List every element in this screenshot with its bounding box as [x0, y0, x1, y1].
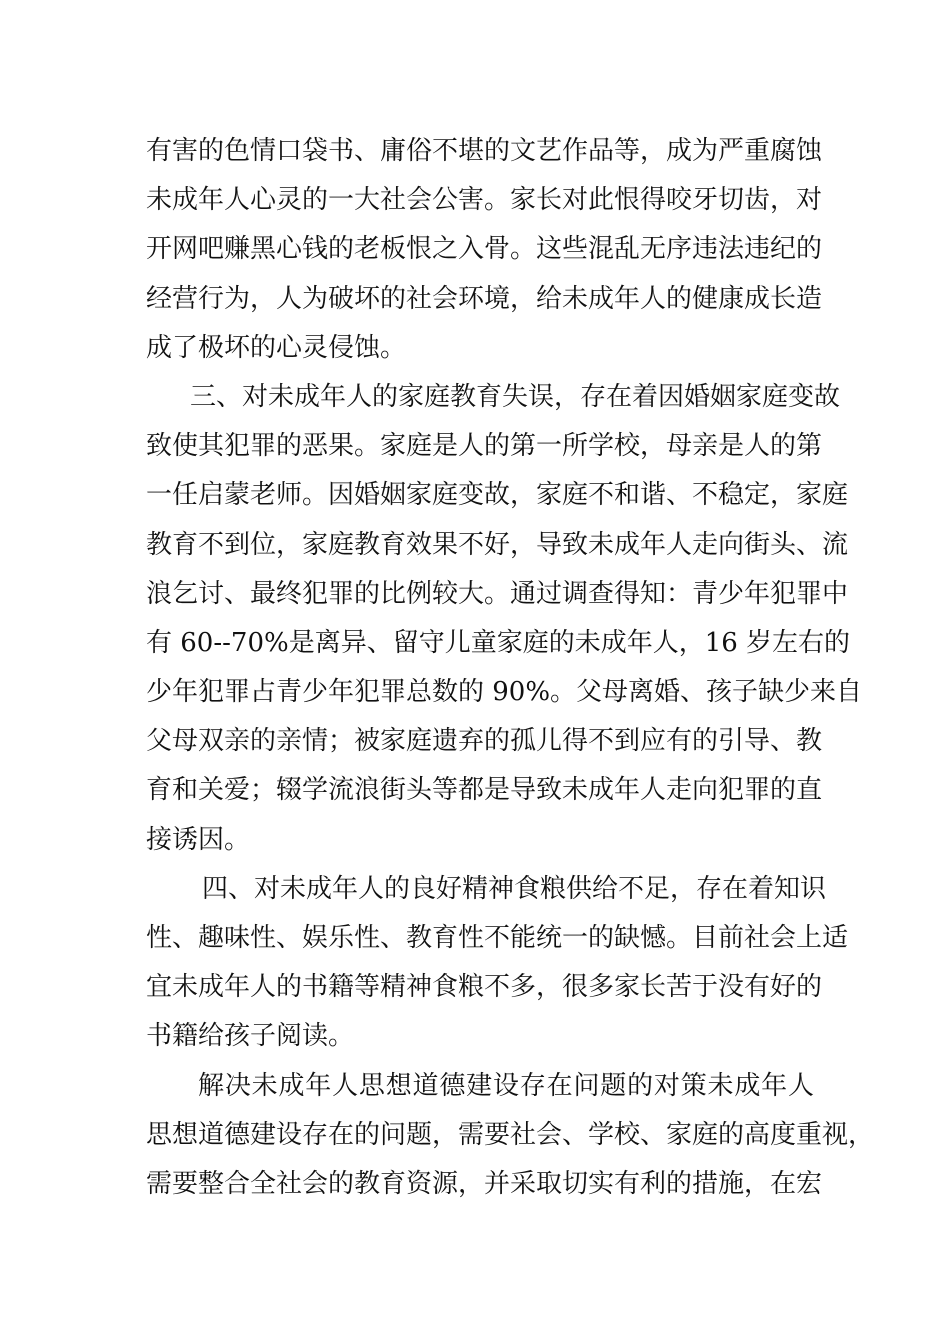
paragraph-start-line: 解决未成年人思想道德建设存在问题的对策未成年人 — [198, 1070, 814, 1101]
text-line: 宜未成年人的书籍等精神食粮不多，很多家长苦于没有好的 — [146, 972, 823, 1003]
text-line: 思想道德建设存在的问题，需要社会、学校、家庭的高度重视， — [146, 1119, 875, 1150]
text-line: 性、趣味性、娱乐性、教育性不能统一的缺憾。目前社会上适 — [146, 923, 849, 953]
paragraph-start-line: 三、对未成年人的家庭教育失误，存在着因婚姻家庭变故 — [190, 381, 841, 412]
text-line: 经营行为，人为破坏的社会环境，给未成年人的健康成长造 — [146, 283, 823, 314]
body-text — [146, 127, 875, 1209]
text-line: 有 60--70%是离异、留守儿童家庭的未成年人，16 岁左右的 — [146, 627, 851, 658]
text-line: 教育不到位，家庭教育效果不好，导致未成年人走向街头、流 — [146, 529, 849, 560]
text-line: 育和关爱；辍学流浪街头等都是导致未成年人走向犯罪的直 — [146, 775, 823, 806]
text-line: 接诱因。 — [146, 824, 251, 855]
text-line: 书籍给孩子阅读。 — [146, 1021, 355, 1052]
text-line: 未成年人心灵的一大社会公害。家长对此恨得咬牙切齿，对 — [146, 185, 823, 216]
text-line: 少年犯罪占青少年犯罪总数的 90%。父母离婚、孩子缺少来自 — [146, 677, 863, 708]
text-line: 成了极坏的心灵侵蚀。 — [146, 332, 407, 363]
text-line: 浪乞讨、最终犯罪的比例较大。通过调查得知：青少年犯罪中 — [146, 578, 849, 609]
text-line: 需要整合全社会的教育资源，并采取切实有利的措施，在宏 — [146, 1168, 823, 1199]
paragraph-start-line: 四、对未成年人的良好精神食粮供给不足，存在着知识 — [202, 873, 827, 904]
text-line: 父母双亲的亲情；被家庭遗弃的孤儿得不到应有的引导、教 — [146, 726, 823, 757]
text-line: 一任启蒙老师。因婚姻家庭变故，家庭不和谐、不稳定，家庭 — [146, 480, 849, 511]
text-line: 致使其犯罪的恶果。家庭是人的第一所学校，母亲是人的第 — [146, 431, 823, 462]
text-line: 开网吧赚黑心钱的老板恨之入骨。这些混乱无序违法违纪的 — [146, 234, 823, 265]
text-line: 有害的色情口袋书、庸俗不堪的文艺作品等，成为严重腐蚀 — [146, 136, 823, 166]
